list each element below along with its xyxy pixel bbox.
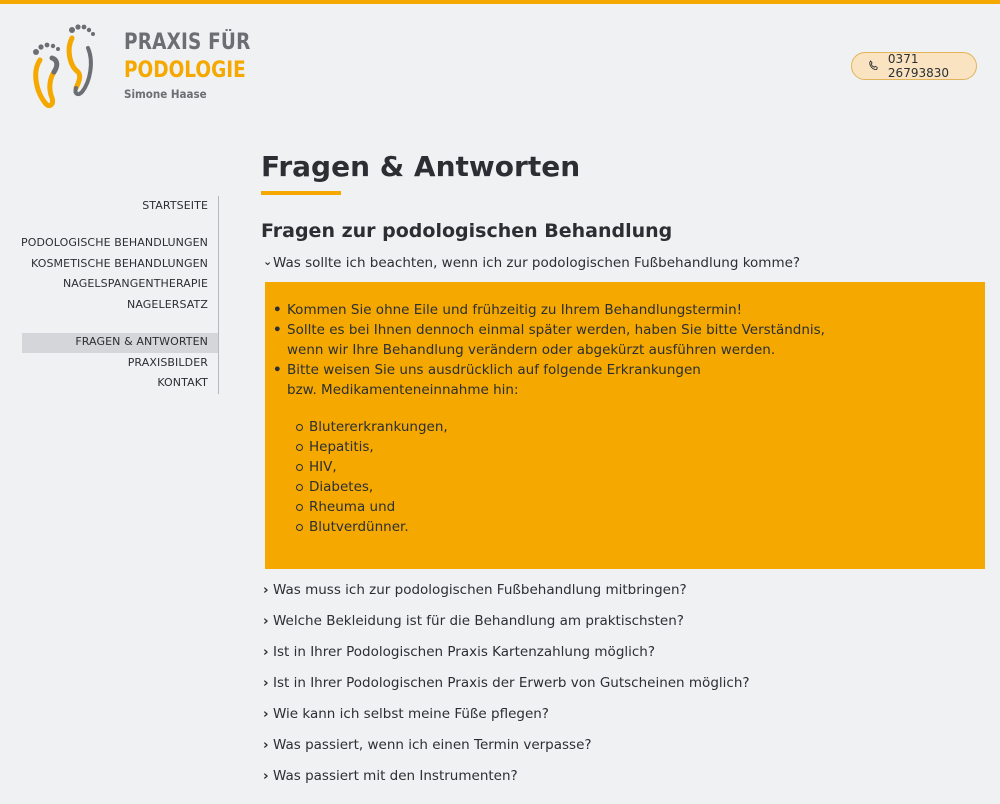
nav-item-kontakt[interactable]: KONTAKT: [157, 376, 208, 389]
feet-logo-icon: [28, 22, 100, 110]
chevron-right-icon: ›: [263, 582, 269, 598]
faq-question[interactable]: [263, 706, 549, 722]
chevron-right-icon: ›: [263, 644, 269, 660]
condition-item: Hepatitis,: [309, 437, 985, 457]
faq-question-label: Welche Bekleidung ist für die Behandlung am praktischsten?: [273, 613, 684, 629]
logo-owner-name: Simone Haase: [124, 87, 207, 101]
logo-title-line1: PRAXIS FÜR: [124, 30, 251, 55]
faq-question[interactable]: [263, 737, 592, 753]
faq-question-label: Ist in Ihrer Podologischen Praxis der Erwerb von Gutscheinen möglich?: [273, 675, 750, 691]
chevron-right-icon: ›: [263, 737, 269, 753]
faq-question-label: Was passiert mit den Instrumenten?: [273, 768, 518, 784]
faq-answer-panel: [265, 282, 985, 569]
top-accent-bar: [0, 0, 1000, 4]
faq-question[interactable]: [263, 582, 687, 598]
condition-item: Rheuma und: [309, 497, 985, 517]
chevron-right-icon: ›: [263, 613, 269, 629]
answer-list: [287, 300, 985, 400]
faq-question[interactable]: [263, 768, 518, 784]
nav-item-praxisbilder[interactable]: PRAXISBILDER: [127, 356, 208, 369]
condition-item: Blutererkrankungen,: [309, 417, 985, 437]
answer-bullet: • Sollte es bei Ihnen dennoch einmal später werden, haben Sie bitte Verständnis, wenn wir Ihre Behandlung verändern oder abgekürzt ausführen werden.: [287, 320, 847, 360]
faq-question-expanded[interactable]: [263, 255, 800, 271]
condition-item: HIV,: [309, 457, 985, 477]
chevron-right-icon: ›: [263, 706, 269, 722]
answer-bullet: • Kommen Sie ohne Eile und frühzeitig zu Ihrem Behandlungstermin!: [287, 300, 847, 320]
answer-bullet: • Bitte weisen Sie uns ausdrücklich auf folgende Erkrankungen bzw. Medikamenteneinnahme hin:: [287, 360, 717, 400]
nav-item-podologische-behandlungen[interactable]: PODOLOGISCHE BEHANDLUNGEN: [20, 236, 208, 249]
nav-item-nagelersatz[interactable]: NAGELERSATZ: [127, 298, 208, 311]
faq-question[interactable]: [263, 613, 684, 629]
page-title: Fragen & Antworten: [261, 150, 581, 183]
phone-icon: [867, 59, 880, 73]
condition-item: Diabetes,: [309, 477, 985, 497]
logo-title-line2: PODOLOGIE: [124, 58, 246, 83]
faq-question-label: Ist in Ihrer Podologischen Praxis Kartenzahlung möglich?: [273, 644, 656, 660]
condition-item: Blutverdünner.: [309, 517, 985, 537]
chevron-down-icon: ⌄: [263, 255, 273, 268]
faq-question-label: Was muss ich zur podologischen Fußbehandlung mitbringen?: [273, 582, 687, 598]
faq-question[interactable]: [263, 644, 655, 660]
faq-question-label: Wie kann ich selbst meine Füße pflegen?: [273, 706, 549, 722]
nav-item-nagelspangentherapie[interactable]: NAGELSPANGENTHERAPIE: [62, 277, 208, 290]
nav-item-startseite[interactable]: STARTSEITE: [142, 199, 208, 212]
site-logo[interactable]: [28, 22, 258, 114]
chevron-right-icon: ›: [263, 675, 269, 691]
section-title: Fragen zur podologischen Behandlung: [261, 220, 673, 242]
phone-number: 0371 26793830: [887, 52, 949, 80]
condition-list: [309, 417, 985, 537]
chevron-right-icon: ›: [263, 768, 269, 784]
faq-question-label: Was sollte ich beachten, wenn ich zur podologischen Fußbehandlung komme?: [273, 255, 801, 271]
nav-item-kosmetische-behandlungen[interactable]: KOSMETISCHE BEHANDLUNGEN: [31, 257, 208, 270]
faq-question[interactable]: [263, 675, 750, 691]
nav-item-fragen-antworten[interactable]: FRAGEN & ANTWORTEN: [75, 335, 208, 348]
faq-question-label: Was passiert, wenn ich einen Termin verpasse?: [273, 737, 592, 753]
phone-button[interactable]: [851, 52, 977, 80]
title-underline: [261, 191, 341, 195]
nav-divider: [218, 196, 219, 394]
